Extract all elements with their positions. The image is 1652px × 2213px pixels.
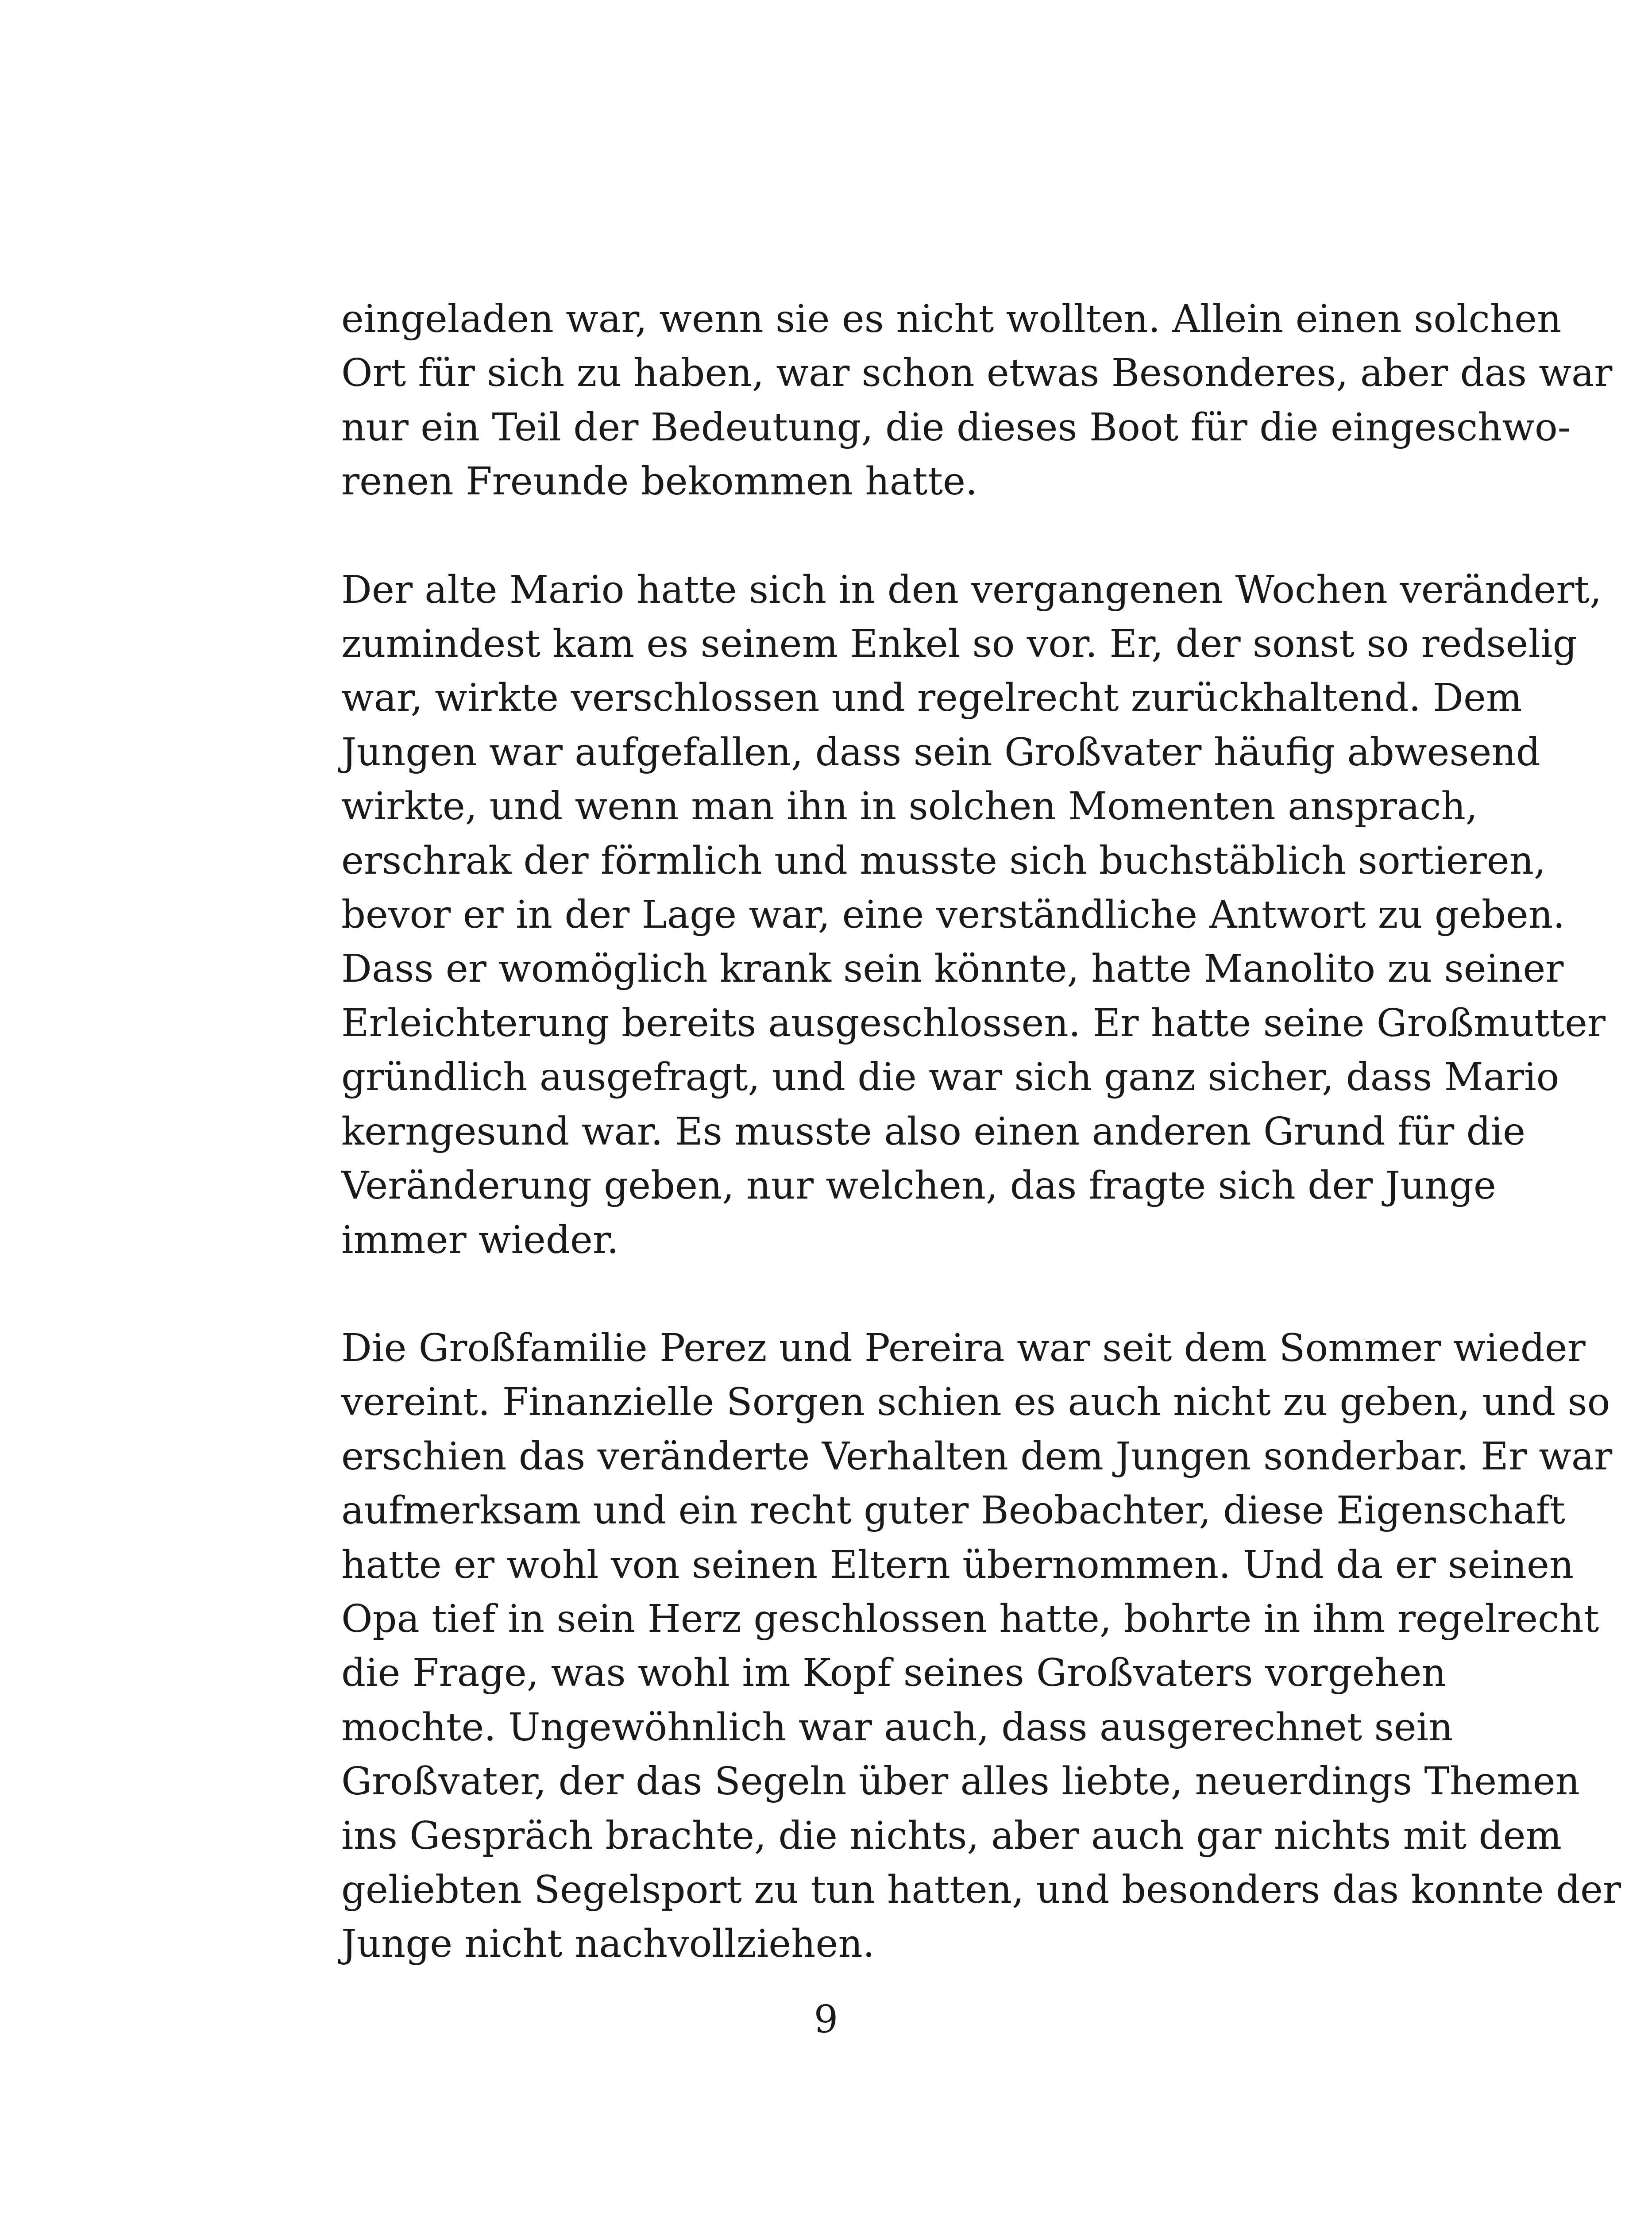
text-line: Der alte Mario hatte sich in den vergangenen Wochen verändert,: [341, 567, 1602, 612]
text-line: immer wieder.: [341, 1218, 619, 1262]
text-line: eingeladen war, wenn sie es nicht wollten. Allein einen solchen: [341, 297, 1562, 341]
text-line: vereint. Finanzielle Sorgen schien es auch nicht zu geben, und so: [341, 1380, 1610, 1425]
text-line: ins Gespräch brachte, die nichts, aber auch gar nichts mit dem: [341, 1813, 1562, 1858]
text-line: Ort für sich zu haben, war schon etwas Besonderes, aber das war: [341, 351, 1613, 396]
body-text: [341, 292, 1621, 1971]
text-line: Jungen war aufgefallen, dass sein Großvater häufig abwesend: [341, 730, 1540, 775]
text-line: geliebten Segelsport zu tun hatten, und besonders das konnte der: [341, 1867, 1621, 1912]
text-line: die Frage, was wohl im Kopf seines Großvaters vorgehen: [341, 1651, 1447, 1696]
text-line: renen Freunde bekommen hatte.: [341, 459, 978, 504]
text-line: wirkte, und wenn man ihn in solchen Momenten ansprach,: [341, 784, 1478, 829]
text-line: zumindest kam es seinem Enkel so vor. Er, der sonst so redselig: [341, 622, 1577, 667]
paragraph: [341, 563, 1606, 1267]
text-line: Erleichterung bereits ausgeschlossen. Er hatte seine Großmutter: [341, 1001, 1606, 1045]
text-line: aufmerksam und ein recht guter Beobachter, diese Eigenschaft: [341, 1488, 1565, 1533]
page-number: 9: [814, 1997, 838, 2042]
text-line: Großvater, der das Segeln über alles liebte, neuerdings Themen: [341, 1759, 1580, 1804]
text-line: nur ein Teil der Bedeutung, die dieses Boot für die eingeschwo-: [341, 405, 1571, 450]
text-line: Junge nicht nachvollziehen.: [341, 1922, 875, 1966]
text-line: Dass er womöglich krank sein könnte, hatte Manolito zu seiner: [341, 947, 1564, 991]
text-line: war, wirkte verschlossen und regelrecht zurückhaltend. Dem: [341, 676, 1522, 721]
text-line: erschien das veränderte Verhalten dem Jungen sonderbar. Er war: [341, 1434, 1613, 1479]
text-line: Die Großfamilie Perez und Pereira war seit dem Sommer wieder: [341, 1326, 1586, 1370]
text-line: kerngesund war. Es musste also einen anderen Grund für die: [341, 1109, 1526, 1154]
text-line: Veränderung geben, nur welchen, das fragte sich der Junge: [341, 1164, 1496, 1208]
paragraph: [341, 292, 1613, 509]
text-line: erschrak der förmlich und musste sich buchstäblich sortieren,: [341, 838, 1546, 883]
paragraph: [341, 1321, 1621, 1971]
text-line: mochte. Ungewöhnlich war auch, dass ausgerechnet sein: [341, 1705, 1453, 1750]
text-line: Opa tief in sein Herz geschlossen hatte, bohrte in ihm regelrecht: [341, 1596, 1599, 1641]
text-line: hatte er wohl von seinen Eltern übernommen. Und da er seinen: [341, 1542, 1574, 1587]
text-line: bevor er in der Lage war, eine verständliche Antwort zu geben.: [341, 893, 1565, 937]
text-line: gründlich ausgefragt, und die war sich ganz sicher, dass Mario: [341, 1055, 1559, 1100]
